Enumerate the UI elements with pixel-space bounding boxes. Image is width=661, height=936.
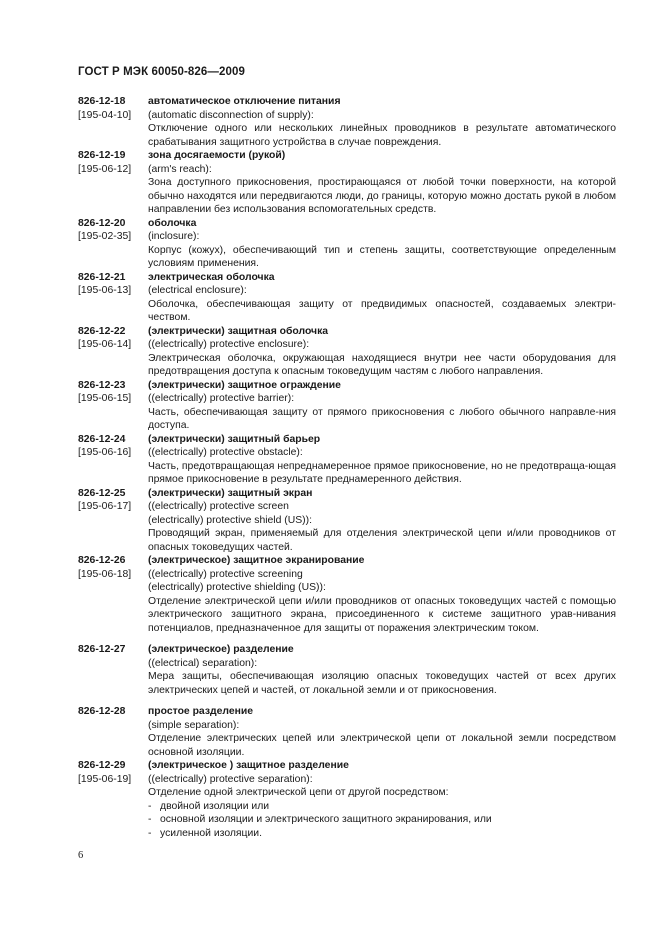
- entry-codes: [78, 643, 148, 697]
- entry-term: (электрически) защитное ограждение: [148, 379, 341, 391]
- document-header: ГОСТ Р МЭК 60050-826—2009: [78, 66, 245, 78]
- entry-english-term: (electrically) protective shield (US)):: [148, 514, 312, 526]
- entry-body: [148, 705, 616, 759]
- glossary-entry: [78, 759, 616, 840]
- entry-codes: [78, 487, 148, 555]
- entry-number: 826-12-22: [78, 325, 126, 337]
- entry-definition: Электрическая оболочка, окружающая находящиеся внутри нее части оборудования для предотвращения доступа к опасным токоведущим частям с любого направления.: [148, 352, 616, 377]
- definition-list: [148, 800, 616, 841]
- entry-reference: [195-06-17]: [78, 501, 132, 512]
- entry-codes: [78, 433, 148, 487]
- glossary-entry: [78, 379, 616, 433]
- entry-body: [148, 487, 616, 555]
- list-item-text: двойной изоляции или: [160, 800, 270, 812]
- entry-body: [148, 759, 616, 840]
- entry-body: [148, 149, 616, 217]
- list-item-text: основной изоляции и электрического защитного экранирования, или: [160, 814, 492, 825]
- entry-body: [148, 95, 616, 149]
- entry-english-term: ((electrically) protective screen: [148, 501, 289, 512]
- entry-term: оболочка: [148, 217, 197, 229]
- glossary-entry: [78, 643, 616, 697]
- entry-codes: [78, 705, 148, 759]
- entry-body: [148, 433, 616, 487]
- entry-number: 826-12-29: [78, 760, 126, 771]
- list-bullet: -: [148, 800, 152, 812]
- glossary-entry: [78, 325, 616, 379]
- list-item: [148, 800, 616, 814]
- entry-number: 826-12-19: [78, 150, 126, 161]
- entry-codes: [78, 95, 148, 149]
- entry-codes: [78, 759, 148, 840]
- entry-reference: [195-06-19]: [78, 773, 132, 785]
- glossary-entry: [78, 149, 616, 217]
- entry-definition: Зона доступного прикосновения, простирающаяся от любой точки поверхности, на которой обычно находятся или передвигаются люди, до границы, которую можно достать рукой в любом направлении без использования вспомогательных средств.: [148, 177, 616, 215]
- entry-term: электрическая оболочка: [148, 271, 275, 283]
- entry-number: 826-12-20: [78, 217, 126, 229]
- entry-reference: [195-06-16]: [78, 447, 132, 458]
- entry-term: автоматическое отключение питания: [148, 96, 341, 107]
- entry-number: 826-12-25: [78, 487, 126, 499]
- entry-definition: Часть, обеспечивающая защиту от прямого прикосновения с любого обычного направле-ния доступа.: [148, 406, 616, 431]
- list-bullet: -: [148, 814, 152, 825]
- entry-reference: [195-06-14]: [78, 339, 132, 350]
- entry-codes: [78, 554, 148, 635]
- entry-body: [148, 643, 616, 697]
- entry-codes: [78, 325, 148, 379]
- glossary-entry: [78, 433, 616, 487]
- entry-english-term: (inclosure):: [148, 231, 200, 242]
- glossary-entry: [78, 487, 616, 555]
- entry-reference: [195-06-12]: [78, 163, 132, 175]
- entry-english-term: ((electrically) protective separation):: [148, 773, 313, 785]
- entry-definition: Часть, предотвращающая непреднамеренное прямое прикосновение, но не предотвраща-ющая прямое прикосновение в результате преднамеренного действия.: [148, 460, 616, 485]
- entry-english-term: ((electrically) protective enclosure):: [148, 339, 310, 350]
- entry-definition: Корпус (кожух), обеспечивающий тип и степень защиты, соответствующие определенным условиям применения.: [148, 244, 616, 269]
- entry-definition: Отделение электрической цепи и/или проводников от опасных токоведущих частей с помощью электрического защитного экрана, присоединенного к системе защитного урав-нивания потенциалов, предназначенное для защиты от поражения электрическим током.: [148, 595, 616, 634]
- entry-definition: Отделение одной электрической цепи от другой посредством:: [148, 787, 449, 798]
- entry-codes: [78, 379, 148, 433]
- entry-reference: [195-04-10]: [78, 109, 132, 121]
- list-bullet: -: [148, 827, 152, 839]
- entry-codes: [78, 271, 148, 325]
- entry-term: (электрически) защитная оболочка: [148, 325, 329, 337]
- entry-definition: Отделение электрических цепей или электрической цепи от локальной земли посредством основной изоляции.: [148, 733, 616, 758]
- glossary-entry: [78, 217, 616, 271]
- entry-body: [148, 325, 616, 379]
- entry-term: простое разделение: [148, 706, 254, 717]
- entry-term: (электрическое) защитное экранирование: [148, 555, 365, 566]
- entry-definition: Отключение одного или нескольких линейных проводников в результате автоматического срабатывания защитного устройства в случае повреждения.: [148, 123, 616, 148]
- entry-english-term: ((electrically) protective barrier):: [148, 393, 295, 404]
- entry-term: (электрически) защитный барьер: [148, 433, 321, 445]
- entry-term: (электрическое ) защитное разделение: [148, 760, 349, 771]
- glossary-entry: [78, 554, 616, 635]
- entry-number: 826-12-24: [78, 433, 126, 445]
- glossary-content: [78, 95, 616, 840]
- entry-term: зона досягаемости (рукой): [148, 150, 286, 161]
- entry-definition: Мера защиты, обеспечивающая изоляцию опасных токоведущих частей от всех других электрических цепей и частей, от локальной земли и от прикосновения.: [148, 671, 616, 696]
- entry-definition: Проводящий экран, применяемый для отделения электрической цепи и/или проводников от опасных токоведущих частей.: [148, 528, 616, 553]
- list-item: [148, 813, 616, 827]
- entry-number: 826-12-28: [78, 706, 126, 717]
- entry-term: (электрически) защитный экран: [148, 487, 313, 499]
- entry-number: 826-12-23: [78, 379, 126, 391]
- entry-codes: [78, 217, 148, 271]
- glossary-entry: [78, 271, 616, 325]
- entry-english-term: (electrically) protective shielding (US)):: [148, 582, 326, 593]
- entry-number: 826-12-18: [78, 96, 126, 107]
- entry-body: [148, 217, 616, 271]
- entry-definition: Оболочка, обеспечивающая защиту от предвидимых опасностей, создаваемых электри-чеством.: [148, 298, 616, 323]
- entry-codes: [78, 149, 148, 217]
- list-item: [148, 827, 616, 841]
- page-number: 6: [78, 850, 84, 861]
- entry-number: 826-12-26: [78, 555, 126, 566]
- entry-body: [148, 271, 616, 325]
- entry-english-term: (arm's reach):: [148, 163, 212, 175]
- entry-number: 826-12-21: [78, 271, 126, 283]
- entry-reference: [195-06-15]: [78, 393, 132, 404]
- entry-english-term: (simple separation):: [148, 719, 240, 731]
- list-item-text: усиленной изоляции.: [160, 827, 263, 839]
- entry-term: (электрическое) разделение: [148, 644, 294, 655]
- entry-english-term: ((electrical) separation):: [148, 657, 258, 669]
- entry-reference: [195-02-35]: [78, 231, 132, 242]
- entry-number: 826-12-27: [78, 644, 126, 655]
- entry-body: [148, 554, 616, 635]
- entry-english-term: ((electrically) protective obstacle):: [148, 447, 303, 458]
- entry-body: [148, 379, 616, 433]
- entry-english-term: ((electrically) protective screening: [148, 568, 303, 580]
- entry-reference: [195-06-18]: [78, 568, 132, 580]
- glossary-entry: [78, 95, 616, 149]
- glossary-entry: [78, 705, 616, 759]
- entry-english-term: (electrical enclosure):: [148, 285, 247, 296]
- entry-reference: [195-06-13]: [78, 285, 132, 296]
- entry-english-term: (automatic disconnection of supply):: [148, 109, 314, 121]
